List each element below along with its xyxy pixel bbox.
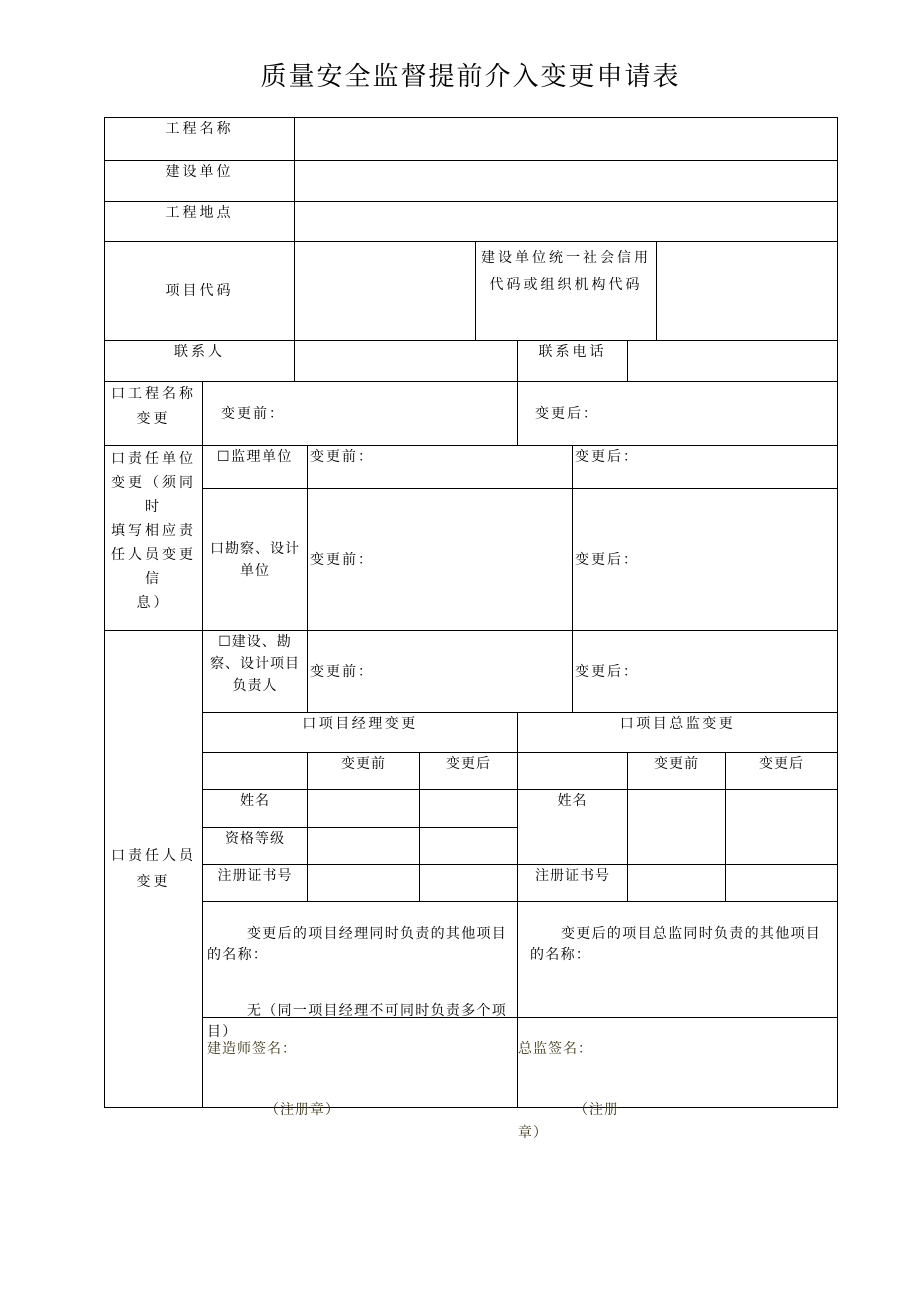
contact-label-cell xyxy=(104,340,295,382)
pm-name-before-field[interactable] xyxy=(307,789,420,828)
pm-col-after-cell xyxy=(419,752,518,790)
pm-qualification-after-field[interactable] xyxy=(419,827,518,865)
survey-design-before-field[interactable] xyxy=(307,488,573,631)
project-leaders-label: ☐建设、勘 察、设计项目 负责人 xyxy=(210,634,300,694)
contact-label: 联系人 xyxy=(174,344,225,360)
chief-certificate-label-cell xyxy=(517,864,628,902)
project-leaders-label-cell xyxy=(202,630,308,713)
form-title: 质量安全监督提前介入变更申请表 xyxy=(260,62,681,92)
unit-change-label-cell xyxy=(104,445,203,631)
chief-signature-field[interactable] xyxy=(517,1017,838,1141)
project-name-label: 工程名称 xyxy=(165,121,234,137)
location-label-cell xyxy=(104,201,295,242)
personnel-change-label: 口责任人员 变更 xyxy=(111,848,196,890)
name-change-before-field[interactable] xyxy=(202,381,518,446)
pm-name-label-cell xyxy=(202,789,308,828)
chief-corner-cell xyxy=(517,752,628,790)
before-label: 变更前： xyxy=(310,449,374,465)
pm-other-projects-field[interactable] xyxy=(202,901,518,1040)
name-change-after-field[interactable] xyxy=(517,381,838,446)
pm-name-label: 姓名 xyxy=(240,793,270,809)
pm-col-after: 变更后 xyxy=(446,756,491,772)
credit-code-label: 建设单位统一社会信用 代码或组织机构代码 xyxy=(481,250,651,293)
chief-signature-label: 总监签名： xyxy=(518,1041,593,1057)
project-code-label-cell xyxy=(104,241,295,341)
survey-design-after-field[interactable] xyxy=(572,488,838,631)
builder-stamp-label: （注册章） xyxy=(265,1102,340,1118)
personnel-change-label-cell xyxy=(104,630,203,1108)
supervision-before-field[interactable] xyxy=(307,445,573,489)
chief-stamp-label: （注册 章） xyxy=(518,1102,619,1141)
contact-field[interactable] xyxy=(294,340,518,382)
chief-certificate-after-field[interactable] xyxy=(725,864,838,902)
supervision-unit-label: ☐监理单位 xyxy=(216,449,294,465)
after-label: 变更后： xyxy=(575,663,639,680)
after-label: 变更后： xyxy=(575,551,639,568)
pm-col-before: 变更前 xyxy=(341,756,386,772)
supervision-unit-label-cell xyxy=(202,445,308,489)
phone-field[interactable] xyxy=(627,340,838,382)
pm-certificate-before-field[interactable] xyxy=(307,864,420,902)
project-code-label: 项目代码 xyxy=(165,283,234,299)
location-field[interactable] xyxy=(294,201,838,242)
chief-certificate-before-field[interactable] xyxy=(627,864,726,902)
chief-col-after-cell xyxy=(725,752,838,790)
project-leaders-after-field[interactable] xyxy=(572,630,838,713)
project-name-field[interactable] xyxy=(294,117,838,161)
phone-label-cell xyxy=(517,340,628,382)
chief-certificate-label: 注册证书号 xyxy=(535,868,610,884)
pm-other-projects-note: 无（同一项目经理不可同时负责多个项 目） xyxy=(207,1003,508,1040)
chief-supervisor-header-cell xyxy=(517,712,838,753)
chief-other-projects-label: 变更后的项目总监同时负责的其他项目 的名称： xyxy=(530,926,822,963)
chief-col-before-cell xyxy=(627,752,726,790)
chief-supervisor-header: 口项目总监变更 xyxy=(619,716,736,732)
name-change-label-cell xyxy=(104,381,203,446)
before-label: 变更前： xyxy=(310,663,374,680)
after-label: 变更后： xyxy=(535,405,599,422)
builder-signature-field[interactable] xyxy=(202,1017,518,1118)
chief-col-before: 变更前 xyxy=(654,756,699,772)
chief-name-after-field[interactable] xyxy=(725,789,838,865)
project-name-label-cell xyxy=(104,117,295,161)
pm-certificate-after-field[interactable] xyxy=(419,864,518,902)
pm-qualification-before-field[interactable] xyxy=(307,827,420,865)
unit-change-label: 口责任单位 变更（须同 时 填写相应责 任人员变更 信 息） xyxy=(111,451,196,611)
chief-name-label-cell xyxy=(517,789,628,865)
pm-name-after-field[interactable] xyxy=(419,789,518,828)
pm-other-projects-label: 变更后的项目经理同时负责的其他项目 的名称： xyxy=(207,926,508,963)
project-code-field[interactable] xyxy=(294,241,476,341)
before-label: 变更前： xyxy=(310,551,374,568)
pm-qualification-label: 资格等级 xyxy=(225,831,285,847)
pm-certificate-label: 注册证书号 xyxy=(217,868,293,884)
before-label: 变更前： xyxy=(221,405,285,422)
builder-field[interactable] xyxy=(294,160,838,202)
survey-design-unit-label: 口勘察、设计 单位 xyxy=(210,540,300,579)
phone-label: 联系电话 xyxy=(538,344,607,360)
pm-corner-cell xyxy=(202,752,308,790)
supervision-after-field[interactable] xyxy=(572,445,838,489)
credit-code-label-cell xyxy=(475,241,657,341)
builder-signature-label: 建造师签名： xyxy=(207,1041,297,1057)
builder-label-cell xyxy=(104,160,295,202)
project-leaders-before-field[interactable] xyxy=(307,630,573,713)
pm-col-before-cell xyxy=(307,752,420,790)
chief-other-projects-field[interactable] xyxy=(517,901,838,1018)
credit-code-field[interactable] xyxy=(656,241,838,341)
pm-certificate-label-cell xyxy=(202,864,308,902)
name-change-label: 口工程名称 变更 xyxy=(111,386,196,427)
survey-design-unit-label-cell xyxy=(202,488,308,631)
after-label: 变更后： xyxy=(575,449,639,465)
pm-qualification-label-cell xyxy=(202,827,308,865)
project-manager-header-cell xyxy=(202,712,518,753)
chief-name-before-field[interactable] xyxy=(627,789,726,865)
chief-col-after: 变更后 xyxy=(759,756,804,772)
chief-name-label: 姓名 xyxy=(557,793,588,809)
location-label: 工程地点 xyxy=(165,205,234,221)
builder-label: 建设单位 xyxy=(165,164,234,180)
project-manager-header: 口项目经理变更 xyxy=(302,716,418,732)
